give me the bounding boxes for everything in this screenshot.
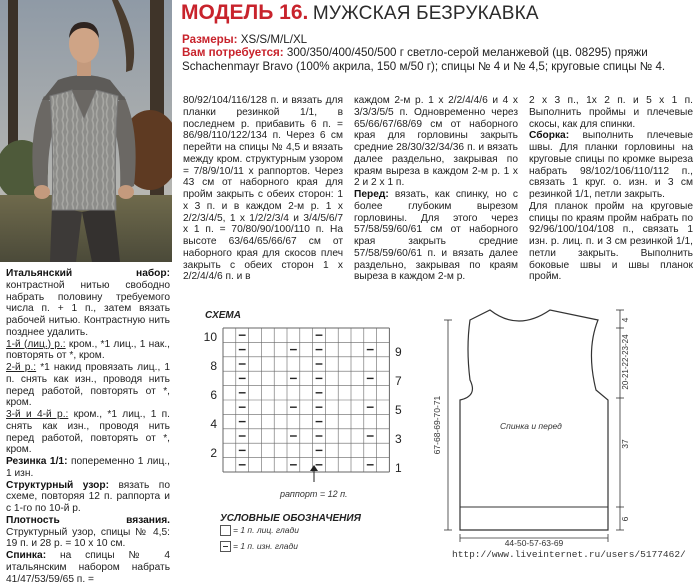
back-label: Спинка: (6, 550, 47, 561)
row-number-2: 2 (210, 446, 217, 460)
garment-label: Спинка и перед (500, 421, 562, 431)
italian-cast-on-label: Итальянский набор: (6, 268, 170, 279)
back-text: на спицы № 4 итальянским набором набрать 41/47/53/59/65 п. = (6, 550, 170, 585)
dim-body-length: 37 (620, 439, 630, 449)
schema-title: СХЕМА (205, 310, 241, 321)
rib-text: попеременно 1 лиц., 1 изн. (6, 456, 170, 479)
chart-grid-lines (223, 328, 389, 472)
front-paragraph (354, 189, 518, 283)
legend-title: УСЛОВНЫЕ ОБОЗНАЧЕНИЯ (220, 513, 361, 524)
front-text: вязать, как спинку, но с более глубоким вырезом горловины. Для этого через 57/58/59/60/61 см от наборного края закрыть средние 57/58/59/60/61 п. и вязать далее раздельно, закрывая по краям выреза в каждом 2-м р. (354, 189, 518, 283)
legend-knit (220, 524, 299, 536)
row-number-3: 3 (395, 432, 402, 446)
row-number-9: 9 (395, 345, 402, 359)
model-name: МУЖСКАЯ БЕЗРУКАВКА (312, 3, 539, 24)
materials-line (182, 46, 694, 74)
man-in-vest-photo (0, 0, 172, 262)
dim-hem-band: 6 (620, 516, 630, 522)
assembly-text: выполнить плечевые швы. Для планки горловины на круговые спицы по кромке выреза набрать 98/102/106/110/112 п., связать 1 круг. о. изн. и 3 см резинкой 1/1, петли закрыть. (529, 130, 693, 200)
row1-text: кром., *1 лиц., 1 нак., повторять от *, кром. (6, 338, 170, 362)
dim-armhole-depth: 20-21-22-23-24 (621, 334, 630, 390)
stitch-chart (195, 320, 420, 495)
row-number-6: 6 (210, 388, 217, 402)
legend-knit-text: = 1 п. лиц. глади (233, 525, 299, 535)
chart-row-numbers-right (395, 345, 402, 475)
rapport-arrow (310, 465, 318, 482)
instructions-column-1 (6, 268, 170, 585)
row2-text: *1 накид провязать лиц., 1 п. снять как изн., проводя нить перед работой, повторять от *, кром. (6, 362, 170, 409)
row1-paragraph (6, 339, 170, 363)
model-photo (0, 0, 172, 262)
stitch-chart-grid (195, 320, 420, 490)
dim-bottom-width: 44-50-57-63-69 (504, 538, 564, 548)
structure-pattern-label: Структурный узор: (6, 479, 109, 491)
vest-outline (460, 310, 608, 530)
structure-pattern-text: вязать по схеме, повторяя 12 п. раппорта и с 1-го по 10-й р. (6, 479, 170, 514)
row34-text: кром., *1 лиц., 1 п. снять как изн., проводя нить перед работой, повторять от *, кром. (6, 409, 170, 456)
sizes-value: XS/S/M/L/XL (240, 33, 308, 46)
source-watermark[interactable]: http://www.liveinternet.ru/users/5177462/ (452, 549, 686, 560)
row-number-5: 5 (395, 403, 402, 417)
page-title (181, 2, 539, 26)
row2-label: 2-й р.: (6, 362, 37, 373)
legend-purl-symbol (220, 541, 231, 552)
legend-purl (220, 540, 298, 552)
sizes-line (182, 33, 307, 47)
density-text: Структурный узор, спицы № 4,5: 19 п. и 28 р. = 10 х 10 см. (6, 526, 170, 550)
density-paragraph (6, 515, 170, 550)
legend-purl-text: = 1 п. изн. глади (233, 541, 298, 551)
dim-shoulder-slope: 4 (620, 317, 630, 323)
row34-paragraph (6, 409, 170, 456)
assembly-paragraph (529, 130, 693, 201)
row1-label: 1-й (лиц.) р.: (6, 338, 66, 350)
sizes-label: Размеры: (182, 33, 238, 46)
instructions-column-3 (354, 95, 518, 283)
chart-row-numbers-left (204, 330, 218, 460)
materials-label: Вам потребуется: (182, 46, 284, 59)
structure-pattern-paragraph (6, 480, 170, 515)
rib-paragraph (6, 456, 170, 480)
instructions-column-2 (183, 95, 343, 283)
row-number-7: 7 (395, 374, 402, 388)
italian-cast-on-paragraph (6, 268, 170, 339)
row-number-10: 10 (203, 330, 217, 344)
row-number-8: 8 (210, 359, 217, 373)
dim-left-length: 67-68-69-70-71 (432, 395, 442, 455)
back-paragraph (6, 550, 170, 585)
row-number-1: 1 (395, 461, 402, 475)
model-label: МОДЕЛЬ 16. (181, 1, 309, 24)
neckline-text: каждом 2-м р. 1 х 2/2/4/4/6 и 4 х 3/3/3/5/5 п. Одновременно через 65/66/67/68/69 см от наборного края для горловины закрыть средние 28/30/32/34/36 п. и вязать далее раздельно, закрывая по краям выреза в каждом 2-м р. 1 х 2 и 2 х 1 п. (354, 95, 518, 189)
instructions-column-4 (529, 95, 693, 283)
row34-label: 3-й и 4-й р.: (6, 409, 69, 420)
rapport-label: раппорт = 12 п. (280, 489, 348, 499)
rib-label: Резинка 1/1: (6, 456, 68, 467)
italian-cast-on-text: контрастной нитью свободно набрать половину требуемого числа п. + 1 п., затем вязать рабочей нитью. Контрастную нить позднее удалить. (6, 279, 170, 338)
row-number-4: 4 (210, 417, 217, 431)
row2-paragraph (6, 362, 170, 409)
front-label: Перед: (354, 189, 389, 200)
front-finish-text: 2 х 3 п., 1х 2 п. и 5 х 1 п. Выполнить проймы и плечевые скосы, как для спинки. (529, 95, 693, 130)
back-continued-text: 80/92/104/116/128 п. и вязать для планки резинкой 1/1, в последнем р. прибавить 6 п. = 86/98/110/122/134 п. Через 6 см перейти на спицы № 4,5 и вязать между кром. структурным узором = 7/8/9/10/11 х раппортов. Через 43 см от наборного края для пройм закрыть с обеих сторон: 1 х 3 п. и в каждом 2-м р. 1 х 2/2/3/4/5, 1 х 1/2/2/3/4 и 3/4/5/6/7 х 1 п. = 70/80/90/100/110 п. На высоте 63/64/65/66/67 см от наборного края для скосов плеч закрыть с обеих сторон 1 х 2/2/4/4/6 п. и в (183, 95, 343, 283)
assembly-label: Сборка: (529, 130, 570, 142)
density-label: Плотность вязания. (6, 514, 170, 526)
legend-knit-symbol (220, 525, 231, 536)
armhole-bands-text: Для планок пройм на круговые спицы по краям пройм набрать по 92/96/100/104/108 п., связать 1 изн. р. лиц. п. и 3 см резинкой 1/1, петли закрыть. Выполнить боковые швы и швы планок пройм. (529, 200, 693, 283)
materials-text: 300/350/400/450/500 г светло-серой меланжевой (цв. 08295) пряжи Schachenmayr Bravo (100% акрила, 150 м/50 г); спицы № 4 и № 4,5; круговые спицы № 4. (182, 46, 666, 73)
